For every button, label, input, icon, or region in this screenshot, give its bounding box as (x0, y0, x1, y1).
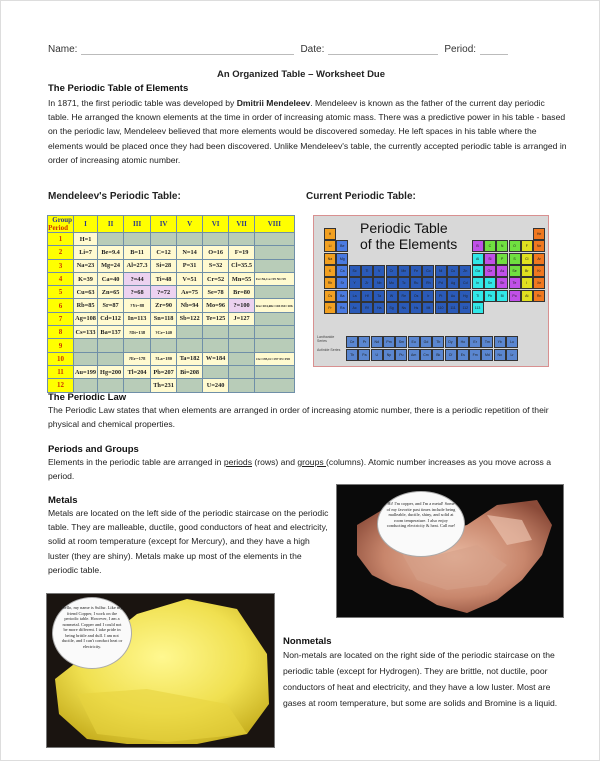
element-tile: Dy (445, 336, 457, 348)
element-tile: H (324, 228, 336, 240)
element-tile: Ac (349, 302, 361, 314)
period-number: 9 (48, 339, 74, 352)
group-col: VI (203, 216, 229, 233)
worksheet-title: An Organized Table – Worksheet Due (216, 69, 386, 80)
element-tile: O (509, 240, 521, 252)
element-tile: Cs (324, 290, 336, 302)
element-cell: F=19 (229, 246, 255, 259)
element-tile: Ns (398, 302, 410, 314)
date-field[interactable] (328, 45, 438, 55)
element-cell (255, 233, 295, 246)
section-metals (48, 495, 330, 577)
period-field[interactable] (480, 45, 508, 55)
period-number: 3 (48, 259, 74, 272)
current-periodic-table-figure (313, 215, 549, 367)
element-tile: Cd (459, 277, 471, 289)
element-tile: Rh (422, 277, 434, 289)
element-tile: Rb (324, 277, 336, 289)
group-col: II (98, 216, 124, 233)
period-number: 6 (48, 299, 74, 312)
element-cell: Be=9.4 (98, 246, 124, 259)
element-cell (74, 352, 98, 365)
copper-speech-bubble: Hi! I'm copper, and I'm a metal! Some of my favorite past times include being malleable, ductile, shiny, and solid at room temperature. I also enjoy conducting electricity & heat. Call me! (377, 491, 465, 557)
text: . Mendeleev is known as the father of the current day periodic table. He arranged the known elements at the time in order of increasing atomic mass. There was a predictive power in his table - based on the periodic law, Mendeleev believed that more elements would be discovered someday. He left spaces in his table where the elements would be placed once they had been discovered. Unlike Mendeleev's table, the currently accepted periodic table is arranged in order of increasing atomic number. (48, 98, 567, 165)
element-tile: Th (346, 349, 358, 361)
element-cell: Mo=96 (203, 299, 229, 312)
element-cell: Hg=200 (98, 365, 124, 378)
element-cell: K=39 (74, 272, 98, 285)
element-cell: Ti=48 (151, 272, 177, 285)
element-cell (203, 365, 229, 378)
element-cell: C=12 (151, 246, 177, 259)
element-tile: Md (481, 349, 493, 361)
element-tile: Sc (349, 265, 361, 277)
element-tile: In (472, 277, 484, 289)
element-cell: Sr=87 (98, 299, 124, 312)
group-col: I (74, 216, 98, 233)
mendeleev-table (47, 215, 295, 393)
element-tile: Cr (386, 265, 398, 277)
name-label: Name: (48, 44, 78, 55)
group-col: IV (151, 216, 177, 233)
element-tile: Cm (420, 349, 432, 361)
element-cell: Br=80 (229, 286, 255, 299)
element-tile: He (533, 228, 545, 240)
period-number: 12 (48, 379, 74, 392)
element-cell: U=240 (203, 379, 229, 392)
element-tile: Hg (459, 290, 471, 302)
mendeleev-row (48, 379, 295, 392)
element-cell: H=1 (74, 233, 98, 246)
element-tile: Te (509, 277, 521, 289)
element-tile: Pm (383, 336, 395, 348)
section-heading: Nonmetals (283, 636, 332, 647)
element-cell: Sn=118 (151, 312, 177, 325)
period-number: 8 (48, 326, 74, 339)
element-tile: 111 (447, 302, 459, 314)
element-cell: Tl=204 (124, 365, 151, 378)
element-cell (203, 339, 229, 352)
element-tile: Ra (336, 302, 348, 314)
element-tile: Na (324, 253, 336, 265)
element-tile: Au (447, 290, 459, 302)
element-cell: As=75 (177, 286, 203, 299)
element-tile: Zn (459, 265, 471, 277)
element-cell: Ba=137 (98, 326, 124, 339)
element-tile: Gd (420, 336, 432, 348)
section-heading: The Periodic Law (48, 392, 127, 403)
element-cell (151, 233, 177, 246)
element-tile: P (496, 253, 508, 265)
mendeleev-row (48, 352, 295, 365)
element-cell: Al=27.3 (124, 259, 151, 272)
element-cell: ?=100 (229, 299, 255, 312)
element-cell (255, 326, 295, 339)
element-tile: K (324, 265, 336, 277)
element-cell: S=32 (203, 259, 229, 272)
element-tile: Bi (496, 290, 508, 302)
element-cell (255, 312, 295, 325)
element-cell (124, 379, 151, 392)
element-tile: Lr (506, 349, 518, 361)
mendeleev-row (48, 312, 295, 325)
element-cell: Cs=133 (74, 326, 98, 339)
element-cell: B=11 (124, 246, 151, 259)
element-tile: Es (457, 349, 469, 361)
element-tile: F (521, 240, 533, 252)
group-col: VIII (255, 216, 295, 233)
element-cell: Cu=63 (74, 286, 98, 299)
mendeleev-row (48, 286, 295, 299)
section-periodic-table (48, 83, 568, 167)
element-cell: Te=125 (203, 312, 229, 325)
section-periods-groups (48, 444, 568, 483)
element-cell: Sb=122 (177, 312, 203, 325)
group-header: Group Period (48, 216, 72, 232)
period-number: 2 (48, 246, 74, 259)
mendeleev-row (48, 259, 295, 272)
period-number: 5 (48, 286, 74, 299)
element-cell: Na=23 (74, 259, 98, 272)
element-cell (124, 339, 151, 352)
element-tile: Ru (410, 277, 422, 289)
element-cell: Li=7 (74, 246, 98, 259)
element-cell (255, 339, 295, 352)
element-cell: Th=231 (151, 379, 177, 392)
element-tile: Pa (358, 349, 370, 361)
copper-photo (336, 484, 564, 618)
element-tile: Sn (484, 277, 496, 289)
element-tile: Rn (533, 290, 545, 302)
element-tile: Ha (373, 302, 385, 314)
element-tile: La (349, 290, 361, 302)
element-cell (74, 339, 98, 352)
element-tile: 113 (472, 302, 484, 314)
section-body: Non-metals are located on the right side of the periodic staircase on the periodic table (except for Hydrogen). They are brittle, not ductile, poor conductors of heat and electricity, and they have a low luster. Most are gases at room temperature, but some are solids and Bromine is a liquid. (283, 650, 558, 708)
element-cell: Cr=52 (203, 272, 229, 285)
element-cell: Si=28 (151, 259, 177, 272)
element-cell: O=16 (203, 246, 229, 259)
element-tile: Ar (533, 253, 545, 265)
mendeleev-row (48, 365, 295, 378)
groups-term: groups (297, 457, 327, 467)
text: In 1871, the first periodic table was developed by (48, 98, 237, 108)
element-tile: Ti (361, 265, 373, 277)
element-cell (98, 233, 124, 246)
element-tile: Mg (336, 253, 348, 265)
element-cell (255, 365, 295, 378)
element-tile: Tc (398, 277, 410, 289)
sulfur-photo (46, 593, 275, 748)
element-tile: Bk (432, 349, 444, 361)
element-cell (151, 339, 177, 352)
element-tile: Co (422, 265, 434, 277)
section-heading: Metals (48, 495, 78, 506)
element-cell: Se=78 (203, 286, 229, 299)
element-tile: Kr (533, 265, 545, 277)
element-tile: I (521, 277, 533, 289)
element-cell (177, 326, 203, 339)
period-number: 11 (48, 365, 74, 378)
element-tile: Mt (422, 302, 434, 314)
element-tile: Hs (410, 302, 422, 314)
element-tile: Po (509, 290, 521, 302)
element-cell: ?La=180 (151, 352, 177, 365)
mendeleev-row (48, 246, 295, 259)
element-tile: Y (349, 277, 361, 289)
element-cell: ?Ce=140 (151, 326, 177, 339)
element-cell (255, 246, 295, 259)
element-tile: Nd (371, 336, 383, 348)
element-tile: Cu (447, 265, 459, 277)
element-tile: Pb (484, 290, 496, 302)
element-cell (255, 259, 295, 272)
element-tile: S (509, 253, 521, 265)
element-cell (177, 233, 203, 246)
element-tile: Pd (435, 277, 447, 289)
sulfur-speech-bubble: Hello, my name is Sulfur. Like my friend Copper, I work on the periodic table. However, I am a nonmetal. Copper and I could not be more different. I take pride in being brittle and dull. I am not ductile, and I can't conduct heat or electricity. (52, 597, 132, 669)
element-cell: Mn=55 (229, 272, 255, 285)
element-cell: N=14 (177, 246, 203, 259)
element-tile: Ir (422, 290, 434, 302)
element-cell (98, 339, 124, 352)
element-tile: Si (484, 253, 496, 265)
element-tile: Nb (373, 277, 385, 289)
element-tile: Sb (496, 277, 508, 289)
element-tile: Be (336, 240, 348, 252)
element-tile: Fe (410, 265, 422, 277)
element-tile: Al (472, 253, 484, 265)
current-caption: Current Periodic Table: (306, 191, 416, 202)
element-cell: Ag=108 (74, 312, 98, 325)
element-cell: J=127 (229, 312, 255, 325)
element-tile: Ta (373, 290, 385, 302)
element-tile: V (373, 265, 385, 277)
element-tile: 110 (435, 302, 447, 314)
element-cell (203, 233, 229, 246)
period-number: 7 (48, 312, 74, 325)
mendeleev-row (48, 339, 295, 352)
section-heading: Periods and Groups (48, 444, 139, 455)
element-cell: In=113 (124, 312, 151, 325)
section-body (48, 96, 568, 167)
mendeleev-row (48, 272, 295, 285)
section-nonmetals (283, 636, 573, 711)
period-label: Period: (444, 44, 477, 55)
group-col: V (177, 216, 203, 233)
element-tile: Ba (336, 290, 348, 302)
mendeleev-row (48, 299, 295, 312)
element-tile: Ag (447, 277, 459, 289)
element-cell: P=31 (177, 259, 203, 272)
element-cell: Ca=40 (98, 272, 124, 285)
section-heading: The Periodic Table of Elements (48, 83, 189, 94)
element-tile: Sm (395, 336, 407, 348)
element-cell: Os=195,Ir=197 Pt=198 (255, 352, 295, 365)
element-tile: Tl (472, 290, 484, 302)
actinide-label: Actinide Series (317, 348, 341, 352)
element-cell: Zn=65 (98, 286, 124, 299)
element-tile: Ni (435, 265, 447, 277)
element-tile: Pu (395, 349, 407, 361)
element-tile: C (484, 240, 496, 252)
element-cell: ?=72 (151, 286, 177, 299)
element-cell: W=184 (203, 352, 229, 365)
element-tile: Pt (435, 290, 447, 302)
element-cell (255, 379, 295, 392)
element-cell (124, 233, 151, 246)
element-cell: Ta=182 (177, 352, 203, 365)
element-cell: ?=44 (124, 272, 151, 285)
element-cell (229, 365, 255, 378)
element-cell (229, 326, 255, 339)
element-cell (98, 379, 124, 392)
element-tile: Br (521, 265, 533, 277)
period-number: 1 (48, 233, 74, 246)
element-cell: Cl=35.5 (229, 259, 255, 272)
element-cell (229, 379, 255, 392)
element-tile: Np (383, 349, 395, 361)
element-cell (229, 352, 255, 365)
element-tile: Fr (324, 302, 336, 314)
element-cell (177, 339, 203, 352)
element-cell: Zr=90 (151, 299, 177, 312)
group-col: VII (229, 216, 255, 233)
element-cell: Rb=85 (74, 299, 98, 312)
element-cell (177, 379, 203, 392)
element-cell: Fe=56,Co=59 Ni=59 (255, 272, 295, 285)
element-cell (74, 379, 98, 392)
element-cell: ?Er=178 (124, 352, 151, 365)
element-tile: Ga (472, 265, 484, 277)
element-tile: 112 (459, 302, 471, 314)
lanthanide-label: Lanthanide Series (317, 335, 335, 343)
element-tile: Ge (484, 265, 496, 277)
section-body: The Periodic Law states that when elements are arranged in order of increasing atomic number, there is a periodic repetition of their physical and chemical properties. (48, 405, 549, 430)
element-tile: U (371, 349, 383, 361)
element-tile: Eu (408, 336, 420, 348)
element-tile: Sg (386, 302, 398, 314)
periods-term: periods (223, 457, 252, 467)
student-info-header (48, 44, 568, 55)
element-tile: B (472, 240, 484, 252)
element-tile: Se (509, 265, 521, 277)
element-tile: Re (398, 290, 410, 302)
element-tile: Ca (336, 265, 348, 277)
mendeleev-name: Dmitrii Mendeleev (236, 98, 311, 108)
element-tile: Fm (469, 349, 481, 361)
section-body: Elements in the periodic table are arranged in periods (rows) and groups (columns). Atomic number increases as you move across a period. (48, 457, 552, 482)
group-col: III (124, 216, 151, 233)
periodic-table-title: Periodic Table of the Elements (360, 220, 458, 252)
name-field[interactable] (81, 45, 294, 55)
element-cell (203, 326, 229, 339)
element-cell (98, 352, 124, 365)
element-tile: Xe (533, 277, 545, 289)
element-cell: Mg=24 (98, 259, 124, 272)
element-tile: W (386, 290, 398, 302)
element-tile: Cf (445, 349, 457, 361)
element-tile: Tb (432, 336, 444, 348)
element-cell: V=51 (177, 272, 203, 285)
element-tile: Os (410, 290, 422, 302)
element-cell: Pb=207 (151, 365, 177, 378)
element-cell: ?Di=138 (124, 326, 151, 339)
element-tile: Ho (457, 336, 469, 348)
date-label: Date: (300, 44, 325, 55)
element-tile: Mo (386, 277, 398, 289)
mendeleev-row (48, 326, 295, 339)
element-tile: No (494, 349, 506, 361)
element-cell: ?=68 (124, 286, 151, 299)
mendeleev-caption: Mendeleev's Periodic Table: (48, 191, 181, 202)
section-periodic-law (48, 392, 568, 431)
element-tile: Hf (361, 290, 373, 302)
element-cell: ?Yt=88 (124, 299, 151, 312)
element-tile: Ne (533, 240, 545, 252)
element-cell (255, 286, 295, 299)
mendeleev-table-figure (47, 215, 295, 393)
period-number: 10 (48, 352, 74, 365)
element-cell: Nb=94 (177, 299, 203, 312)
element-tile: Ce (346, 336, 358, 348)
element-tile: Tm (481, 336, 493, 348)
element-cell (229, 233, 255, 246)
element-tile: Cl (521, 253, 533, 265)
element-tile: Pr (358, 336, 370, 348)
element-tile: Mn (398, 265, 410, 277)
element-cell: Ru=104,Rh=104 Pd=106 (255, 299, 295, 312)
element-cell: Au=199 (74, 365, 98, 378)
element-tile: Li (324, 240, 336, 252)
element-tile: Rf (361, 302, 373, 314)
element-cell: Bi=208 (177, 365, 203, 378)
element-cell (229, 339, 255, 352)
element-tile: Er (469, 336, 481, 348)
element-tile: Yb (494, 336, 506, 348)
element-tile: Lu (506, 336, 518, 348)
element-tile: Sr (336, 277, 348, 289)
period-number: 4 (48, 272, 74, 285)
element-tile: Am (408, 349, 420, 361)
element-tile: At (521, 290, 533, 302)
element-cell: Cd=112 (98, 312, 124, 325)
mendeleev-row (48, 233, 295, 246)
element-tile: N (496, 240, 508, 252)
element-tile: As (496, 265, 508, 277)
section-body: Metals are located on the left side of the periodic staircase on the periodic table. They are malleable, ductile, good conductors of heat and electricity, solid at room temperature (except for Mercury), and they have a high luster (they are shiny). Metals make up most of the elements in the periodic table. (48, 508, 329, 575)
element-tile: Zr (361, 277, 373, 289)
